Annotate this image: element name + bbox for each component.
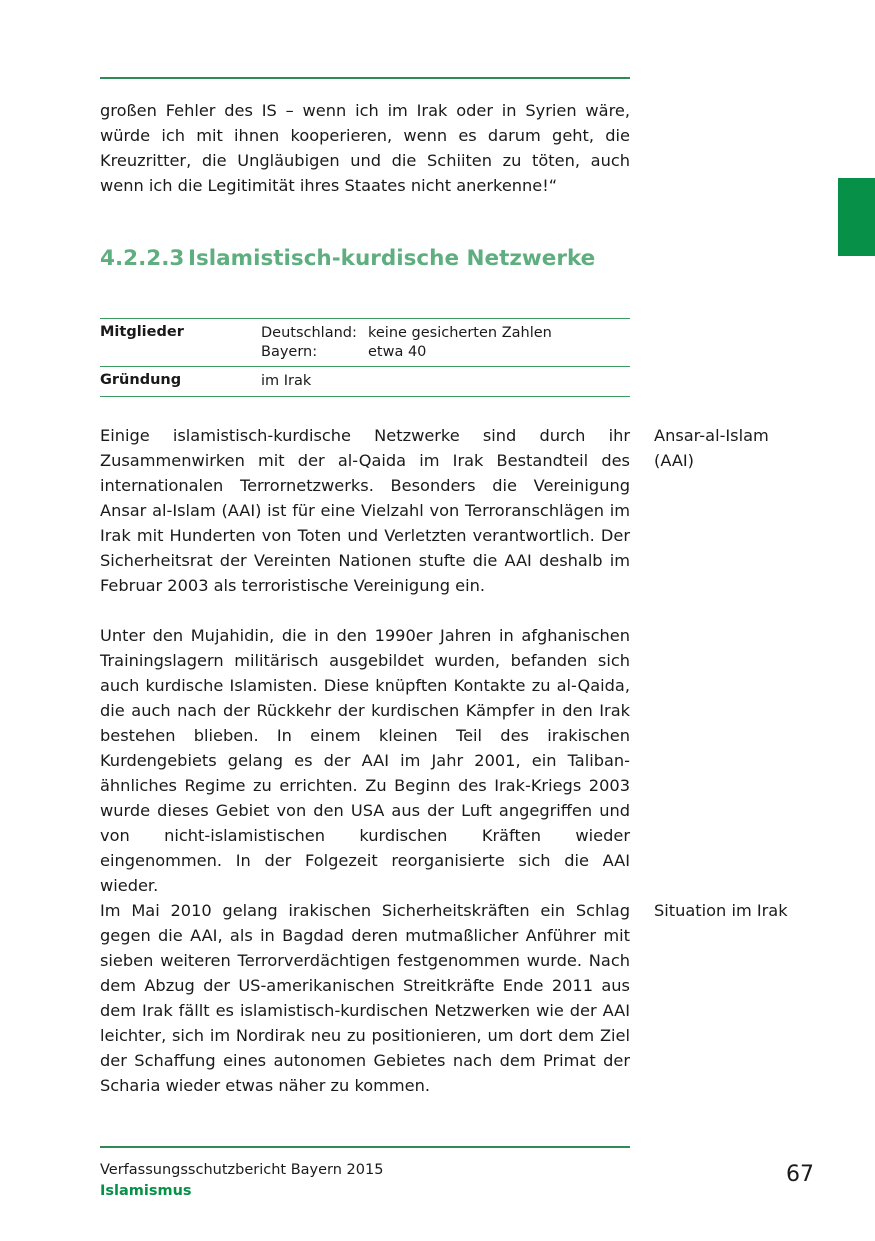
margin-note-aai: Ansar-al-Islam (AAI) <box>654 426 769 470</box>
founding-label: Gründung <box>100 372 182 388</box>
footer-publication-title: Verfassungsschutzbericht Bayern 2015 <box>100 1162 384 1178</box>
table-top-rule <box>100 318 630 319</box>
section-title: Islamistisch-kurdische Netzwerke <box>188 246 596 271</box>
section-heading <box>100 246 595 271</box>
members-values <box>261 324 552 362</box>
table-bottom-rule <box>100 396 630 397</box>
founding-value: im Irak <box>261 373 312 389</box>
footer-section-name: Islamismus <box>100 1183 192 1199</box>
paragraph-3: Im Mai 2010 gelang irakischen Sicherheitskräften ein Schlag gegen die AAI, als in Bagdad deren mutmaßlicher Anführer mit sieben weiteren Terrorverdächtigen festgenommen wurde. Nach dem Abzug der US-amerikanischen Streitkräfte Ende 2011 aus dem Irak fällt es islamistisch-kurdischen Netzwerken wie der AAI leichter, sich im Nordirak neu zu positionieren, um dort dem Ziel der Schaffung eines autonomen Gebietes nach dem Primat der Scharia wieder etwas näher zu kommen. <box>100 901 630 1095</box>
continuation-paragraph: großen Fehler des IS – wenn ich im Irak oder in Syrien wäre, würde ich mit ihnen kooperieren, wenn es darum geht, die Kreuzritter, die Ungläubigen und die Schiiten zu töten, auch wenn ich die Legitimität ihres Staates nicht anerkenne!“ <box>100 101 630 195</box>
footer-rule <box>100 1146 630 1148</box>
top-rule <box>100 77 630 79</box>
paragraph-2: Unter den Mujahidin, die in den 1990er Jahren in afghanischen Trainingslagern militärisch ausgebildet wurden, befanden sich auch kurdische Islamisten. Diese knüpften Kontakte zu al-Qaida, die auch nach der Rückkehr der kurdischen Kämpfer in den Irak bestehen blieben. In einem kleinen Teil des irakischen Kurdengebiets gelang es der AAI im Jahr 2001, ein Taliban-ähnliches Regime zu errichten. Zu Beginn des Irak-Kriegs 2003 wurde dieses Gebiet von den USA aus der Luft angegriffen und von nicht-islamistischen kurdischen Kräften wieder eingenommen. In der Folgezeit reorganisierte sich die AAI wieder. <box>100 626 630 895</box>
members-row-germany: Deutschland: keine gesicherten Zahlen <box>261 325 552 341</box>
section-number: 4.2.2.3 <box>100 246 185 271</box>
page-number: 67 <box>786 1162 814 1187</box>
margin-note-iraq: Situation im Irak <box>654 901 788 920</box>
members-row-bavaria: Bayern: etwa 40 <box>261 344 427 360</box>
chapter-tab-marker <box>838 178 875 256</box>
members-label: Mitglieder <box>100 324 184 340</box>
table-middle-rule <box>100 366 630 367</box>
paragraph-1: Einige islamistisch-kurdische Netzwerke sind durch ihr Zusammenwirken mit der al-Qaida im Irak Bestandteil des internationalen Terrornetzwerks. Besonders die Vereinigung Ansar al-Islam (AAI) ist für eine Vielzahl von Terroranschlägen im Irak mit Hunderten von Toten und Verletzten verantwortlich. Der Sicherheitsrat der Vereinten Nationen stufte die AAI deshalb im Februar 2003 als terroristische Vereinigung ein. <box>100 426 630 595</box>
